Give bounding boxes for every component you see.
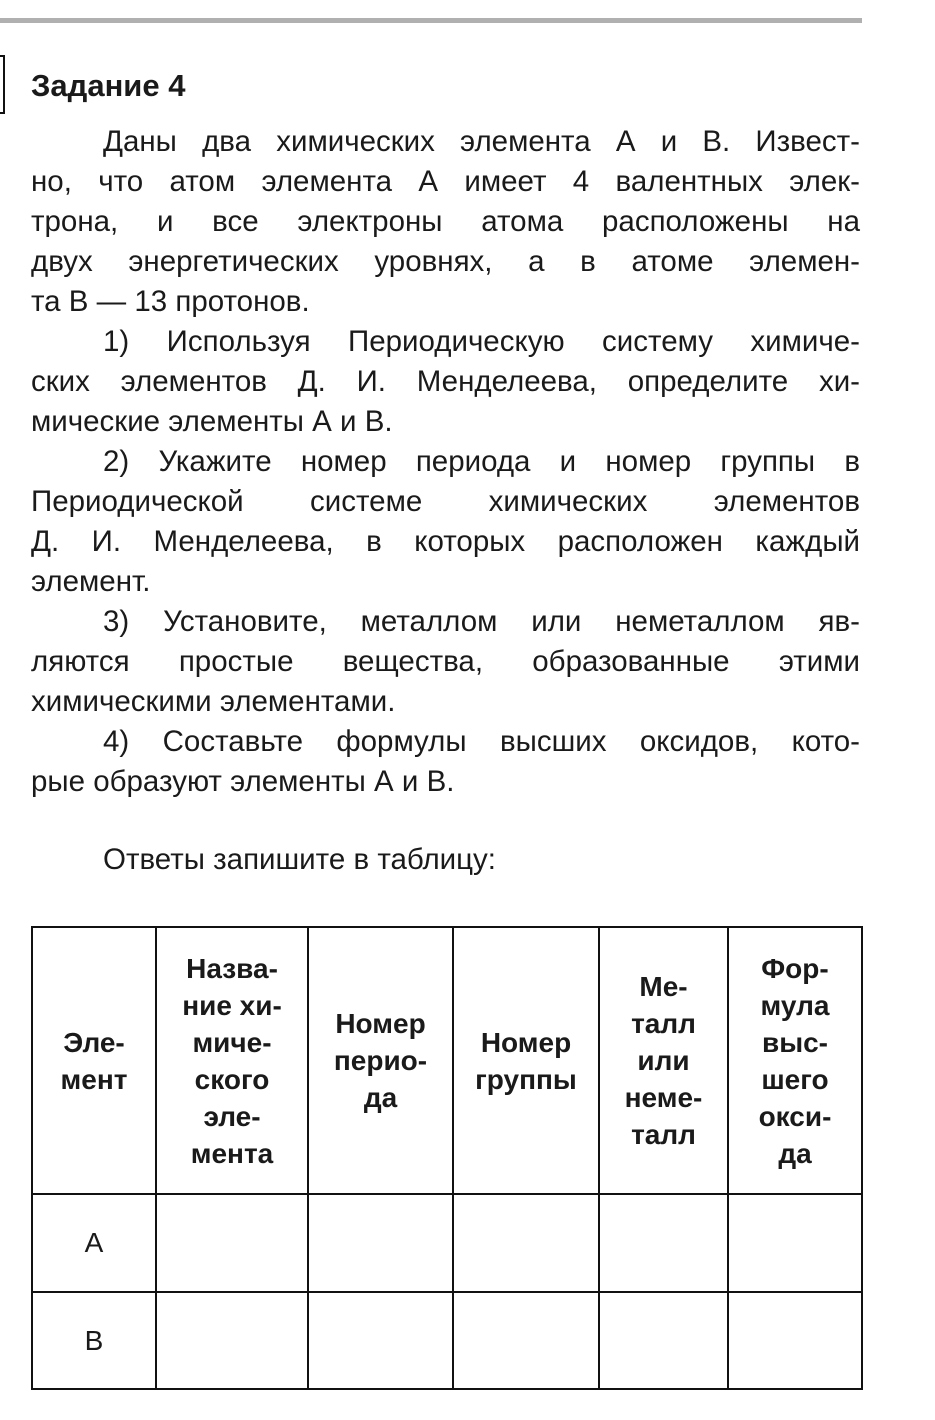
header-line: эле- bbox=[203, 1100, 261, 1132]
element-label-cell: В bbox=[32, 1292, 156, 1389]
text-line: Даны два химических элемента А и В. Извест- bbox=[103, 125, 860, 158]
header-line: или bbox=[637, 1045, 690, 1076]
header-line: шего bbox=[761, 1063, 829, 1095]
answer-cell[interactable] bbox=[728, 1194, 862, 1292]
answer-cell[interactable] bbox=[156, 1292, 308, 1389]
answer-cell[interactable] bbox=[453, 1292, 599, 1389]
text-line: рые образуют элементы А и В. bbox=[31, 765, 455, 798]
answer-cell[interactable] bbox=[599, 1194, 728, 1292]
element-label-cell: А bbox=[32, 1194, 156, 1292]
text-line: ских элементов Д. И. Менделеева, определите хи- bbox=[31, 365, 860, 398]
text-line: 1) Используя Периодическую систему химиче- bbox=[103, 325, 860, 358]
text-line: двух энергетических уровнях, а в атоме элемен- bbox=[31, 245, 860, 278]
text-line: Д. И. Менделеева, в которых расположен каждый bbox=[31, 525, 860, 558]
text-line: 2) Укажите номер периода и номер группы в bbox=[103, 445, 860, 478]
header-line: талл bbox=[631, 1119, 696, 1150]
text-line: 3) Установите, металлом или неметаллом яв- bbox=[103, 605, 860, 638]
header-line: окси- bbox=[758, 1100, 832, 1132]
answer-cell[interactable] bbox=[728, 1292, 862, 1389]
answer-cell[interactable] bbox=[308, 1292, 453, 1389]
header-line: талл bbox=[631, 1008, 696, 1039]
header-line: миче- bbox=[192, 1026, 272, 1058]
header-line: Номер bbox=[480, 1026, 572, 1058]
text-line: трона, и все электроны атома расположены на bbox=[31, 205, 860, 238]
header-line: выс- bbox=[761, 1026, 829, 1058]
table-header-cell bbox=[32, 927, 156, 1194]
text-line: 4) Составьте формулы высших оксидов, кото- bbox=[103, 725, 860, 758]
answer-table bbox=[31, 926, 863, 1390]
text-line: мические элементы А и В. bbox=[31, 405, 393, 438]
header-line: Ме- bbox=[639, 971, 688, 1002]
answer-cell[interactable] bbox=[156, 1194, 308, 1292]
header-line: да bbox=[363, 1082, 398, 1113]
text-line: та В — 13 протонов. bbox=[31, 285, 310, 318]
text-line: но, что атом элемента А имеет 4 валентных элек- bbox=[31, 165, 860, 198]
answer-cell[interactable] bbox=[453, 1194, 599, 1292]
header-line: мула bbox=[760, 989, 830, 1021]
table-header-cell bbox=[599, 927, 728, 1194]
table-header-cell bbox=[156, 927, 308, 1194]
header-line: Эле- bbox=[63, 1026, 125, 1058]
table-header-cell bbox=[453, 927, 599, 1194]
table-header-cell bbox=[728, 927, 862, 1194]
header-line: перио- bbox=[333, 1045, 428, 1076]
text-line: Периодической системе химических элементов bbox=[31, 485, 860, 518]
header-line: мент bbox=[60, 1063, 128, 1095]
task-marker-box bbox=[0, 55, 5, 114]
header-line: группы bbox=[475, 1063, 577, 1095]
header-line: неме- bbox=[624, 1082, 703, 1113]
text-line: элемент. bbox=[31, 565, 151, 598]
task-text bbox=[31, 122, 860, 802]
header-line: ского bbox=[194, 1063, 270, 1095]
header-line: да bbox=[778, 1137, 812, 1169]
task-title: Задание 4 bbox=[31, 68, 186, 103]
header-line: мента bbox=[190, 1137, 274, 1169]
top-divider bbox=[0, 18, 862, 23]
table-header-cell bbox=[308, 927, 453, 1194]
answer-cell[interactable] bbox=[308, 1194, 453, 1292]
header-line: Фор- bbox=[761, 952, 829, 984]
text-line: химическими элементами. bbox=[31, 685, 396, 718]
text-line: ляются простые вещества, образованные этими bbox=[31, 645, 860, 678]
answer-prompt: Ответы запишите в таблицу: bbox=[103, 843, 497, 876]
header-line: Назва- bbox=[186, 952, 278, 984]
header-line: Номер bbox=[335, 1008, 426, 1039]
header-line: ние хи- bbox=[182, 989, 282, 1021]
answer-cell[interactable] bbox=[599, 1292, 728, 1389]
